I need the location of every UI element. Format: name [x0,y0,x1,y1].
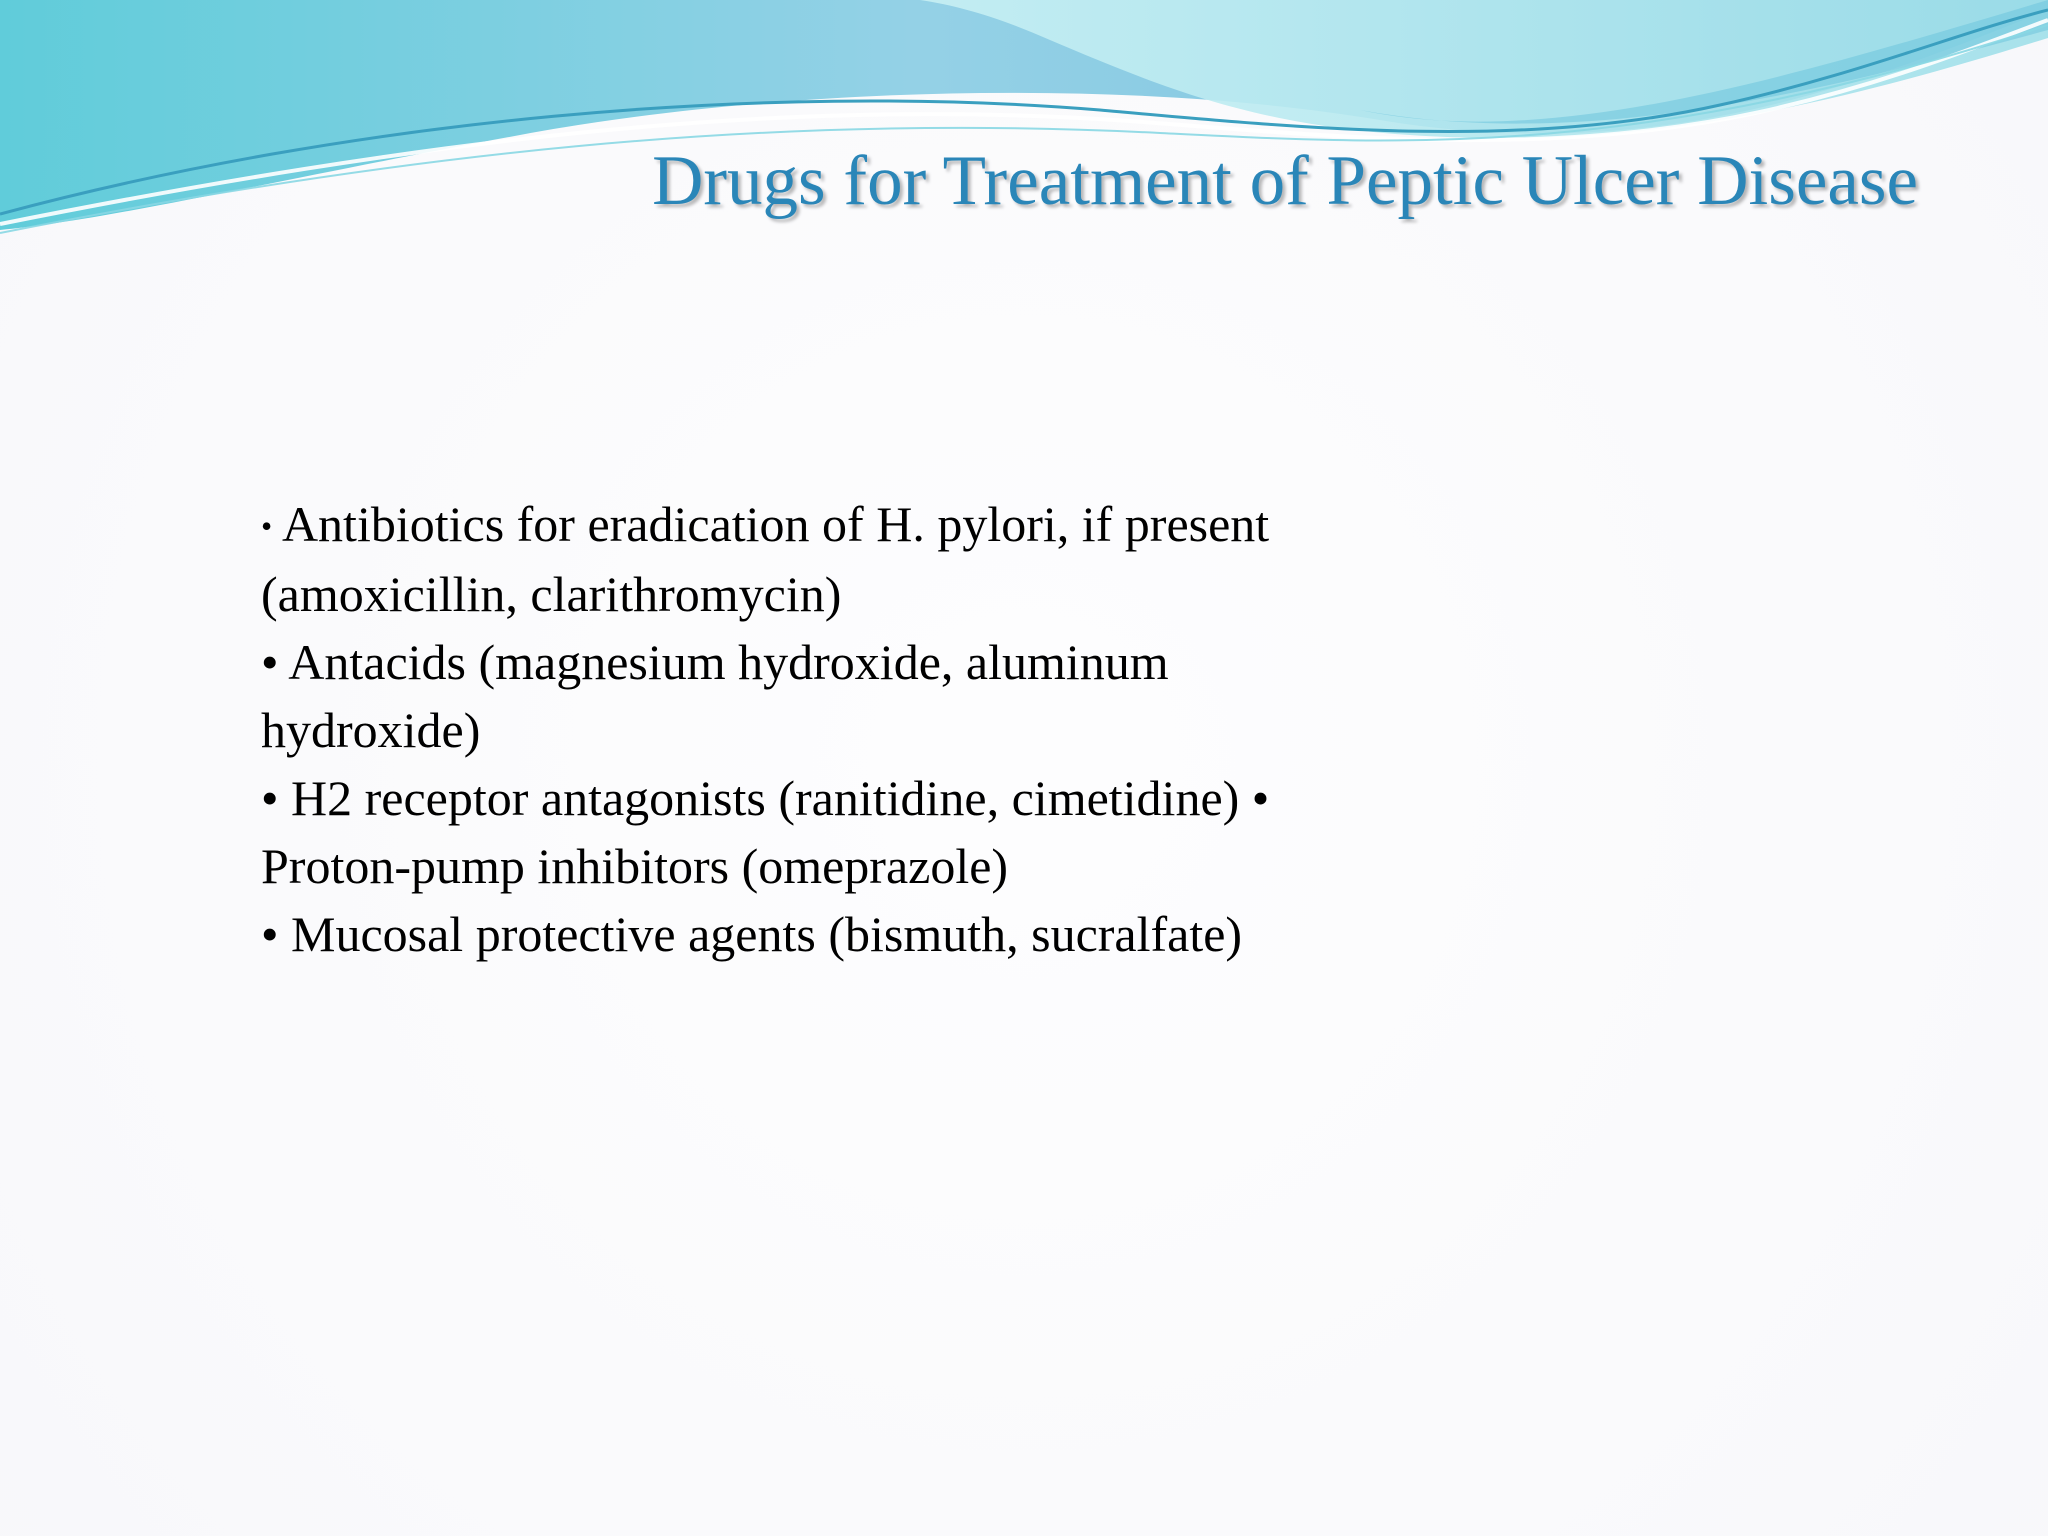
bullet-symbol: • [261,508,273,544]
text-line-3: • Antacids (magnesium hydroxide, aluminum [261,634,1169,690]
bullet-text-block [261,490,1441,968]
antibiotics-text: Antibiotics for eradication of H. pylori, if present [272,496,1270,552]
text-line-6: Proton-pump inhibitors (omeprazole) [261,838,1009,894]
text-line-2: (amoxicillin, clarithromycin) [261,566,842,622]
text-line-1 [261,490,1441,560]
text-line-7: • Mucosal protective agents (bismuth, sucralfate) [261,906,1243,962]
text-line-5: • H2 receptor antagonists (ranitidine, cimetidine) • [261,770,1270,826]
text-line-4: hydroxide) [261,702,481,758]
slide-title: Drugs for Treatment of Peptic Ulcer Disease [652,142,1918,220]
